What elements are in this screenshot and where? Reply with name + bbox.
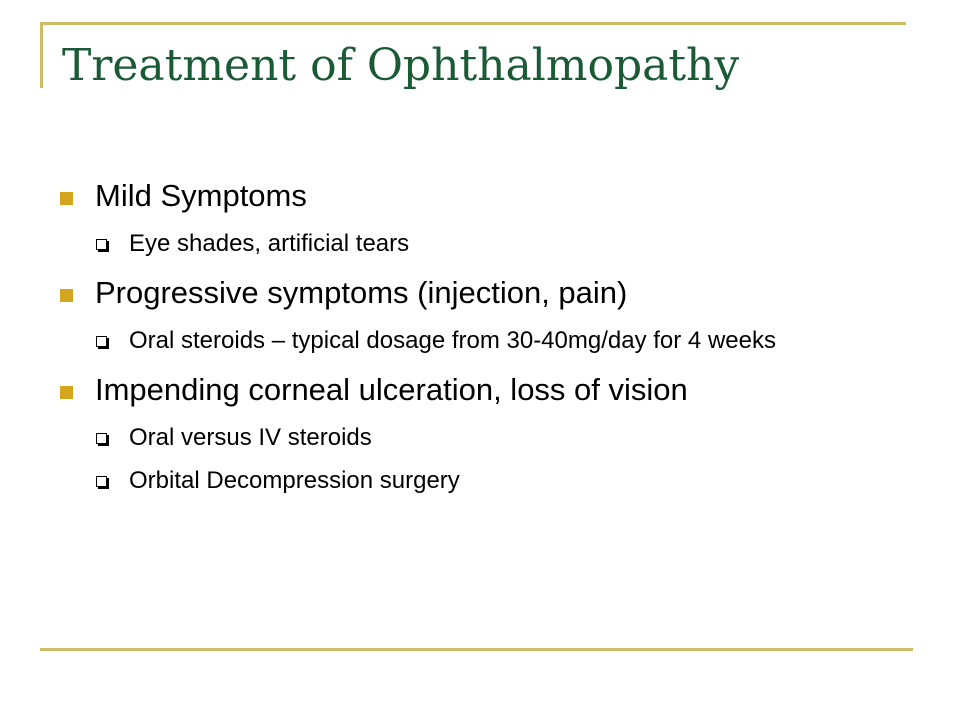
sub-bullet-text: Oral steroids – typical dosage from 30-40mg/day for 4 weeks — [129, 327, 776, 354]
bullet-text: Impending corneal ulceration, loss of vision — [95, 372, 688, 407]
sub-bullet-item — [60, 228, 900, 259]
hollow-square-bullet-icon — [96, 336, 107, 347]
bottom-rule — [40, 648, 913, 651]
bullet-item — [60, 273, 900, 313]
sub-bullet-text: Oral versus IV steroids — [129, 424, 372, 451]
left-rule — [40, 22, 43, 88]
bullet-item — [60, 176, 900, 216]
sub-bullet-text: Orbital Decompression surgery — [129, 467, 460, 494]
sub-bullet-text: Eye shades, artificial tears — [129, 230, 410, 257]
top-rule — [40, 22, 906, 25]
bullet-text: Mild Symptoms — [95, 178, 307, 213]
filled-square-bullet-icon — [60, 192, 73, 205]
hollow-square-bullet-icon — [96, 239, 107, 250]
hollow-square-bullet-icon — [96, 433, 107, 444]
sub-bullet-item — [60, 422, 900, 453]
bullet-item — [60, 370, 900, 410]
hollow-square-bullet-icon — [96, 476, 107, 487]
bullet-list — [60, 176, 900, 496]
filled-square-bullet-icon — [60, 386, 73, 399]
sub-bullet-item — [60, 325, 900, 356]
bullet-text: Progressive symptoms (injection, pain) — [95, 275, 628, 310]
sub-bullet-item — [60, 465, 900, 496]
filled-square-bullet-icon — [60, 289, 73, 302]
slide-title: Treatment of Ophthalmopathy — [62, 40, 740, 91]
